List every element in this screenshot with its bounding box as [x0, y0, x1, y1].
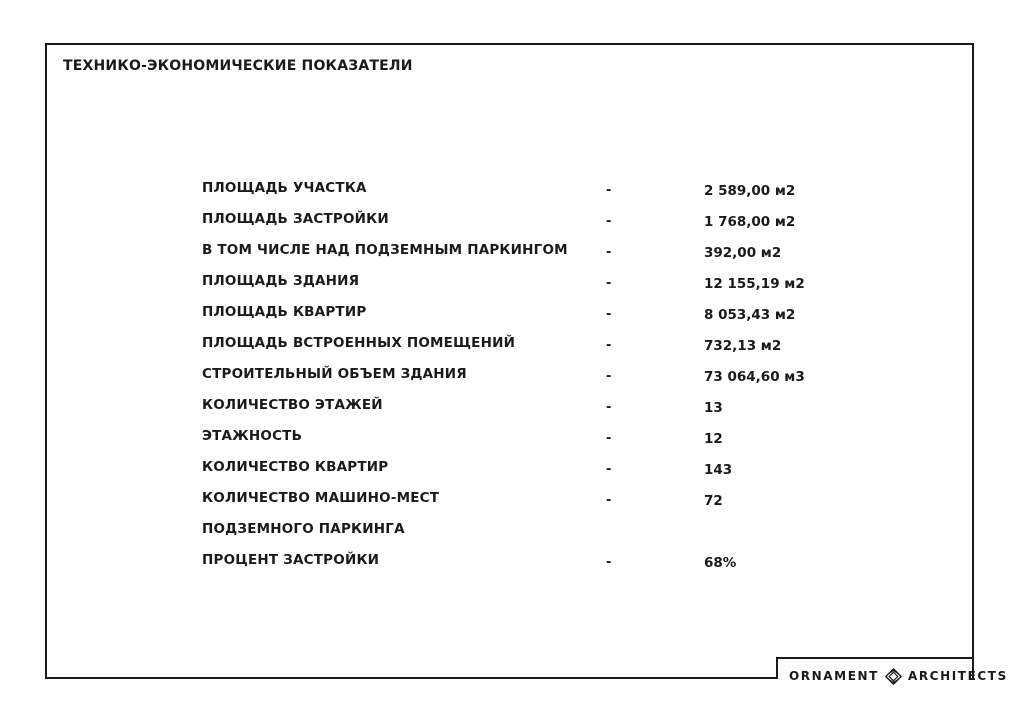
indicator-row: [202, 428, 822, 459]
indicator-label: ПРОЦЕНТ ЗАСТРОЙКИ: [202, 552, 380, 568]
indicator-row: [202, 273, 822, 304]
indicator-dash: -: [606, 338, 612, 353]
indicator-label: ЭТАЖНОСТЬ: [202, 428, 303, 444]
logo-word-right: ARCHITECTS: [907, 669, 1008, 683]
indicator-value: 12: [704, 431, 723, 447]
indicator-dash: -: [606, 555, 612, 570]
indicator-label: СТРОИТЕЛЬНЫЙ ОБЪЕМ ЗДАНИЯ: [202, 366, 467, 382]
indicator-dash: -: [606, 462, 612, 477]
indicator-label: ПОДЗЕМНОГО ПАРКИНГА: [202, 521, 405, 537]
indicator-value: 1 768,00 м2: [704, 214, 796, 230]
indicator-dash: -: [606, 214, 612, 229]
indicator-row: [202, 304, 822, 335]
indicator-dash: -: [606, 493, 612, 508]
indicator-value: 2 589,00 м2: [704, 183, 796, 199]
indicator-dash: -: [606, 369, 612, 384]
indicator-label: КОЛИЧЕСТВО МАШИНО-МЕСТ: [202, 490, 440, 506]
indicator-row: [202, 459, 822, 490]
indicator-value: 392,00 м2: [704, 245, 782, 261]
indicator-dash: -: [606, 400, 612, 415]
indicator-label: В ТОМ ЧИСЛЕ НАД ПОДЗЕМНЫМ ПАРКИНГОМ: [202, 242, 568, 258]
indicator-value: 732,13 м2: [704, 338, 782, 354]
indicator-dash: -: [606, 307, 612, 322]
indicator-row: [202, 552, 822, 583]
indicator-label: ПЛОЩАДЬ ВСТРОЕННЫХ ПОМЕЩЕНИЙ: [202, 335, 516, 351]
frame-bottom-line: [45, 677, 778, 679]
indicator-dash: -: [606, 245, 612, 260]
indicator-row: [202, 521, 822, 552]
indicator-value: 72: [704, 493, 723, 509]
indicator-label: ПЛОЩАДЬ УЧАСТКА: [202, 180, 367, 196]
indicator-value: 8 053,43 м2: [704, 307, 796, 323]
indicator-dash: -: [606, 183, 612, 198]
frame-notch-vertical: [776, 657, 778, 679]
indicator-row: [202, 366, 822, 397]
indicator-label: КОЛИЧЕСТВО КВАРТИР: [202, 459, 389, 475]
page-title: ТЕХНИКО-ЭКОНОМИЧЕСКИЕ ПОКАЗАТЕЛИ: [63, 58, 413, 74]
indicator-row: [202, 180, 822, 211]
company-logo: [789, 665, 1008, 687]
indicator-row: [202, 242, 822, 273]
indicator-value: 13: [704, 400, 723, 416]
ornament-diamond-icon: [885, 668, 902, 685]
indicator-row: [202, 211, 822, 242]
indicator-value: 68%: [704, 555, 737, 571]
indicators-list: [202, 180, 822, 583]
indicator-row: [202, 335, 822, 366]
indicator-value: 12 155,19 м2: [704, 276, 805, 292]
indicator-row: [202, 490, 822, 521]
indicator-value: 143: [704, 462, 733, 478]
indicator-label: КОЛИЧЕСТВО ЭТАЖЕЙ: [202, 397, 383, 413]
indicator-dash: -: [606, 431, 612, 446]
indicator-dash: -: [606, 276, 612, 291]
indicator-label: ПЛОЩАДЬ КВАРТИР: [202, 304, 367, 320]
logo-word-left: ORNAMENT: [789, 669, 879, 683]
indicator-label: ПЛОЩАДЬ ЗАСТРОЙКИ: [202, 211, 389, 227]
indicator-label: ПЛОЩАДЬ ЗДАНИЯ: [202, 273, 360, 289]
indicator-row: [202, 397, 822, 428]
indicator-value: 73 064,60 м3: [704, 369, 805, 385]
frame-notch-horizontal: [776, 657, 974, 659]
